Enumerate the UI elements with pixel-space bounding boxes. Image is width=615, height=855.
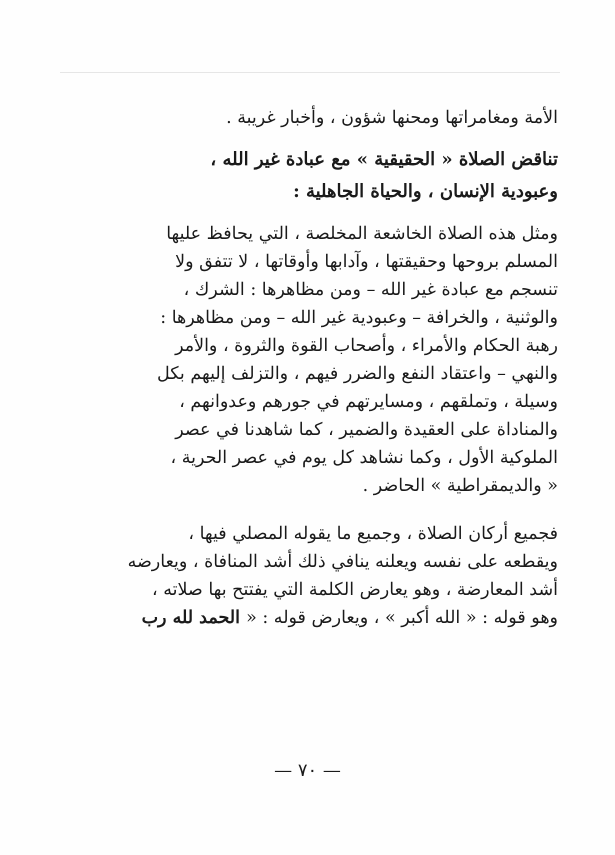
paragraph1-line: « والديمقراطية » الحاضر . [362,476,558,496]
paragraph2-last-emphasis: الحمد لله رب [141,608,247,628]
spacer [128,500,558,520]
paragraph2-line: فجميع أركان الصلاة ، وجميع ما يقوله المصلي فيها ، [188,524,558,544]
spacer [128,132,558,144]
intro-line: الأمة ومغامراتها ومحنها شؤون ، وأخبار غريبة . [226,108,558,128]
paragraph2-last-line [128,604,558,632]
page-number: — ٧٠ — [274,760,341,781]
paragraph1-line: والمناداة على العقيدة والضمير ، كما شاهدنا في عصر [175,420,558,440]
paragraph1-line: وسيلة ، وتملقهم ، ومسايرتهم في جورهم وعدوانهم ، [179,392,558,412]
paragraph2-last-plain: وهو قوله : « الله أكبر » ، ويعارض قوله : « [246,608,558,628]
paragraph1-line: ومثل هذه الصلاة الخاشعة المخلصة ، التي يحافظ عليها [166,224,558,244]
paragraph1-line: الملوكية الأول ، وكما نشاهد كل يوم في عصر الحرية ، [170,448,558,468]
paragraph2-line: ويقطعه على نفسه ويعلنه ينافي ذلك أشد المنافاة ، ويعارضه [128,552,558,572]
paragraph1-line: تنسجم مع عبادة غير الله – ومن مظاهرها : الشرك ، [183,280,558,300]
spacer [128,208,558,220]
section-heading-line-2: وعبودية الإنسان ، والحياة الجاهلية : [293,181,558,202]
section-heading-line-1: تناقض الصلاة « الحقيقية » مع عبادة غير الله ، [210,149,558,170]
paragraph1-line: والنهي – واعتقاد النفع والضرر فيهم ، والتزلف إليهم بكل [157,364,558,384]
paragraph1-line: رهبة الحكام والأمراء ، وأصحاب القوة والثروة ، والأمر [175,336,558,356]
paragraph1-line: المسلم بروحها وحقيقتها ، وآدابها وأوقاتها ، لا تتفق ولا [175,252,558,272]
page-body [128,104,558,632]
top-rule [60,72,560,73]
paragraph2-line: أشد المعارضة ، وهو يعارض الكلمة التي يفتتح بها صلاته ، [151,580,558,600]
paragraph1-line: والوثنية ، والخرافة – وعبودية غير الله – ومن مظاهرها : [160,308,558,328]
